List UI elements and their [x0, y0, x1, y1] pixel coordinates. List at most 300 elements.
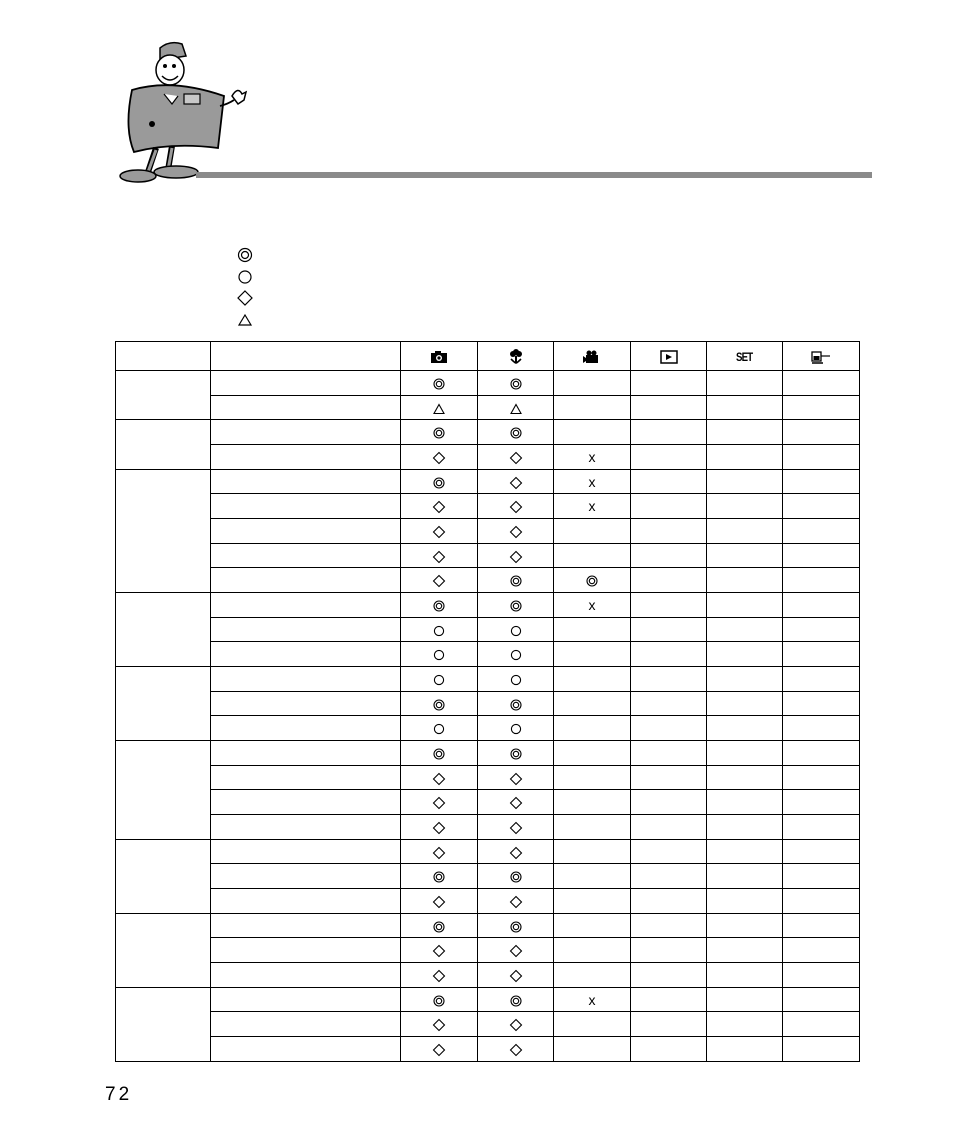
function-cell — [211, 642, 401, 667]
circle-icon — [509, 624, 523, 638]
mode-cell — [707, 889, 783, 914]
table-row — [116, 1037, 860, 1062]
mode-cell — [401, 963, 478, 988]
mode-cell — [401, 420, 478, 445]
menu-group-cell — [116, 371, 211, 420]
mode-cell — [707, 716, 783, 741]
header-set-mode — [707, 342, 783, 371]
mode-cell — [783, 963, 860, 988]
diamond-icon — [509, 1043, 523, 1057]
function-cell — [211, 593, 401, 618]
mode-cell — [554, 987, 631, 1012]
x-mark: x — [588, 596, 596, 613]
triangle-icon — [432, 402, 446, 416]
mode-cell — [478, 790, 554, 815]
mode-cell — [478, 1037, 554, 1062]
diamond-icon — [432, 525, 446, 539]
diamond-icon — [432, 969, 446, 983]
mode-cell — [783, 593, 860, 618]
diamond-icon — [509, 451, 523, 465]
mode-cell — [554, 1012, 631, 1037]
diamond-icon — [432, 796, 446, 810]
circle-icon — [509, 648, 523, 662]
table-row — [116, 790, 860, 815]
mode-cell — [631, 815, 707, 840]
mode-cell — [631, 889, 707, 914]
mode-cell — [478, 987, 554, 1012]
mode-cell — [707, 963, 783, 988]
mode-cell — [554, 519, 631, 544]
mode-cell — [707, 543, 783, 568]
mode-cell — [554, 667, 631, 692]
circle-icon — [432, 673, 446, 687]
function-cell — [211, 765, 401, 790]
table-row — [116, 420, 860, 445]
mode-cell — [401, 593, 478, 618]
diamond-icon — [509, 944, 523, 958]
menu-group-cell — [116, 913, 211, 987]
mode-cell — [631, 987, 707, 1012]
legend-triangle-icon — [236, 311, 254, 329]
mode-cell — [631, 519, 707, 544]
double-circle-icon — [432, 870, 446, 884]
diamond-icon — [432, 1018, 446, 1032]
double-circle-icon — [432, 747, 446, 761]
mode-cell — [783, 765, 860, 790]
mode-cell — [707, 938, 783, 963]
camera-mascot-illustration — [112, 38, 252, 186]
diamond-icon — [509, 525, 523, 539]
table-row — [116, 1012, 860, 1037]
table-row — [116, 963, 860, 988]
mode-cell — [631, 568, 707, 593]
mode-cell — [401, 568, 478, 593]
mode-cell — [783, 691, 860, 716]
x-mark: x — [588, 448, 596, 465]
mode-cell — [707, 741, 783, 766]
menu-group-cell — [116, 987, 211, 1061]
mode-cell — [401, 371, 478, 396]
table-row — [116, 987, 860, 1012]
set-icon: SET — [736, 350, 753, 365]
diamond-icon — [432, 846, 446, 860]
mode-cell — [554, 494, 631, 519]
header-play-mode — [631, 342, 707, 371]
mode-cell — [401, 790, 478, 815]
mode-cell — [478, 691, 554, 716]
triangle-icon — [509, 402, 523, 416]
mode-cell — [631, 691, 707, 716]
mode-cell — [783, 667, 860, 692]
header-pc-mode — [783, 342, 860, 371]
double-circle-icon — [509, 377, 523, 391]
mode-cell — [554, 815, 631, 840]
legend-circle-icon — [236, 268, 254, 286]
mode-cell — [707, 790, 783, 815]
table-row — [116, 815, 860, 840]
mode-cell — [401, 667, 478, 692]
mode-cell — [707, 864, 783, 889]
mode-cell — [631, 642, 707, 667]
mode-cell — [401, 469, 478, 494]
function-cell — [211, 617, 401, 642]
mode-cell — [631, 543, 707, 568]
circle-icon — [432, 722, 446, 736]
mode-cell — [401, 494, 478, 519]
diamond-icon — [509, 476, 523, 490]
mode-cell — [631, 913, 707, 938]
header-menu-cell — [116, 342, 211, 371]
double-circle-icon — [585, 574, 599, 588]
mode-cell — [478, 543, 554, 568]
mode-cell — [401, 395, 478, 420]
table-row — [116, 543, 860, 568]
mode-cell — [707, 469, 783, 494]
function-mode-table — [115, 341, 860, 1062]
mode-cell — [631, 395, 707, 420]
mode-cell — [783, 864, 860, 889]
mode-cell — [478, 371, 554, 396]
double-circle-icon — [509, 426, 523, 440]
mode-cell — [554, 913, 631, 938]
mode-cell — [401, 765, 478, 790]
camera-icon — [430, 350, 448, 364]
mode-cell — [707, 642, 783, 667]
function-cell — [211, 1012, 401, 1037]
table-row — [116, 371, 860, 396]
mode-cell — [783, 938, 860, 963]
mode-cell — [478, 593, 554, 618]
diamond-icon — [432, 500, 446, 514]
header-movie-mode — [554, 342, 631, 371]
diamond-icon — [509, 969, 523, 983]
function-cell — [211, 1037, 401, 1062]
mode-cell — [401, 913, 478, 938]
mode-cell — [783, 790, 860, 815]
mode-cell — [554, 741, 631, 766]
menu-group-cell — [116, 667, 211, 741]
double-circle-icon — [509, 920, 523, 934]
diamond-icon — [509, 846, 523, 860]
play-icon — [660, 350, 678, 364]
mode-cell — [631, 963, 707, 988]
header-camera-mode — [401, 342, 478, 371]
table-row — [116, 568, 860, 593]
diamond-icon — [432, 772, 446, 786]
mode-cell — [783, 519, 860, 544]
table-row — [116, 839, 860, 864]
table-row — [116, 494, 860, 519]
mode-cell — [401, 741, 478, 766]
function-cell — [211, 691, 401, 716]
mode-cell — [554, 617, 631, 642]
mode-cell — [783, 716, 860, 741]
mode-cell — [554, 839, 631, 864]
mode-cell — [401, 617, 478, 642]
mode-cell — [401, 1012, 478, 1037]
mode-cell — [554, 642, 631, 667]
mode-cell — [554, 889, 631, 914]
double-circle-icon — [509, 698, 523, 712]
mode-cell — [631, 420, 707, 445]
mode-cell — [478, 839, 554, 864]
table-row — [116, 519, 860, 544]
mode-cell — [554, 395, 631, 420]
mode-cell — [554, 691, 631, 716]
mode-cell — [707, 568, 783, 593]
mode-cell — [707, 815, 783, 840]
mode-cell — [478, 494, 554, 519]
mode-cell — [631, 494, 707, 519]
mode-cell — [783, 617, 860, 642]
table-row — [116, 617, 860, 642]
mode-cell — [478, 469, 554, 494]
diamond-icon — [509, 895, 523, 909]
table-row — [116, 469, 860, 494]
mode-cell — [631, 741, 707, 766]
mode-cell — [783, 494, 860, 519]
menu-group-cell — [116, 593, 211, 667]
mode-cell — [783, 839, 860, 864]
mode-cell — [554, 716, 631, 741]
mode-cell — [401, 691, 478, 716]
mode-cell — [783, 568, 860, 593]
mode-cell — [478, 716, 554, 741]
diamond-icon — [432, 944, 446, 958]
table-row — [116, 716, 860, 741]
function-cell — [211, 395, 401, 420]
movie-icon — [582, 350, 602, 364]
diamond-icon — [509, 1018, 523, 1032]
pc-connect-icon — [811, 350, 831, 364]
mode-cell — [554, 445, 631, 470]
diamond-icon — [509, 550, 523, 564]
macro-icon — [509, 349, 523, 365]
mode-cell — [707, 593, 783, 618]
mode-cell — [401, 839, 478, 864]
mode-cell — [707, 987, 783, 1012]
function-cell — [211, 790, 401, 815]
function-cell — [211, 494, 401, 519]
function-cell — [211, 568, 401, 593]
mode-cell — [783, 741, 860, 766]
table-row — [116, 938, 860, 963]
function-cell — [211, 889, 401, 914]
circle-icon — [509, 722, 523, 736]
mode-cell — [401, 864, 478, 889]
double-circle-icon — [509, 574, 523, 588]
circle-icon — [432, 648, 446, 662]
mode-cell — [401, 987, 478, 1012]
mode-cell — [478, 420, 554, 445]
mode-cell — [707, 494, 783, 519]
double-circle-icon — [509, 870, 523, 884]
function-cell — [211, 839, 401, 864]
mode-cell — [478, 667, 554, 692]
function-cell — [211, 420, 401, 445]
mode-cell — [631, 617, 707, 642]
mode-cell — [554, 864, 631, 889]
mode-cell — [554, 543, 631, 568]
mode-cell — [478, 568, 554, 593]
mode-cell — [707, 617, 783, 642]
diamond-icon — [432, 574, 446, 588]
mode-cell — [478, 642, 554, 667]
mode-cell — [478, 913, 554, 938]
function-cell — [211, 938, 401, 963]
mode-cell — [554, 938, 631, 963]
mode-cell — [478, 1012, 554, 1037]
table-row — [116, 593, 860, 618]
function-cell — [211, 371, 401, 396]
mode-cell — [631, 839, 707, 864]
mode-cell — [401, 642, 478, 667]
x-mark: x — [588, 473, 596, 490]
function-cell — [211, 741, 401, 766]
mode-cell — [554, 420, 631, 445]
mode-cell — [707, 445, 783, 470]
mode-cell — [554, 963, 631, 988]
x-mark: x — [588, 991, 596, 1008]
mode-cell — [554, 371, 631, 396]
circle-icon — [432, 624, 446, 638]
mode-cell — [401, 519, 478, 544]
mode-cell — [783, 1037, 860, 1062]
mode-cell — [631, 445, 707, 470]
header-function-cell — [211, 342, 401, 371]
mode-cell — [783, 889, 860, 914]
function-cell — [211, 913, 401, 938]
function-cell — [211, 667, 401, 692]
menu-group-cell — [116, 741, 211, 840]
table-row — [116, 667, 860, 692]
table-row — [116, 864, 860, 889]
mode-cell — [478, 765, 554, 790]
mode-cell — [631, 765, 707, 790]
mode-cell — [707, 1012, 783, 1037]
table-header-row — [116, 342, 860, 371]
mode-cell — [707, 691, 783, 716]
header-macro-mode — [478, 342, 554, 371]
function-cell — [211, 445, 401, 470]
diamond-icon — [509, 796, 523, 810]
diamond-icon — [432, 1043, 446, 1057]
mode-cell — [707, 913, 783, 938]
mode-cell — [783, 543, 860, 568]
mode-cell — [783, 420, 860, 445]
mode-cell — [478, 889, 554, 914]
mode-cell — [631, 1037, 707, 1062]
menu-group-cell — [116, 469, 211, 592]
table-row — [116, 889, 860, 914]
diamond-icon — [509, 821, 523, 835]
double-circle-icon — [432, 476, 446, 490]
diamond-icon — [432, 895, 446, 909]
mode-cell — [707, 519, 783, 544]
mode-cell — [707, 765, 783, 790]
mode-cell — [478, 617, 554, 642]
function-cell — [211, 815, 401, 840]
diamond-icon — [432, 451, 446, 465]
double-circle-icon — [509, 599, 523, 613]
mode-cell — [478, 395, 554, 420]
mode-cell — [401, 445, 478, 470]
mode-cell — [631, 790, 707, 815]
mode-cell — [707, 371, 783, 396]
function-cell — [211, 864, 401, 889]
function-cell — [211, 716, 401, 741]
mode-cell — [401, 889, 478, 914]
mode-cell — [478, 519, 554, 544]
double-circle-icon — [432, 698, 446, 712]
mode-cell — [631, 371, 707, 396]
mode-cell — [783, 371, 860, 396]
menu-group-cell — [116, 420, 211, 469]
header-rule — [196, 172, 872, 178]
mode-cell — [554, 593, 631, 618]
legend — [236, 246, 256, 332]
mode-cell — [554, 469, 631, 494]
mode-cell — [783, 445, 860, 470]
table-row — [116, 691, 860, 716]
mode-cell — [554, 790, 631, 815]
table-row — [116, 765, 860, 790]
table-row — [116, 642, 860, 667]
function-cell — [211, 963, 401, 988]
function-cell — [211, 543, 401, 568]
mode-cell — [631, 1012, 707, 1037]
mode-cell — [478, 815, 554, 840]
double-circle-icon — [432, 426, 446, 440]
diamond-icon — [432, 550, 446, 564]
diamond-icon — [509, 772, 523, 786]
mode-cell — [478, 445, 554, 470]
mode-cell — [631, 469, 707, 494]
mode-cell — [401, 815, 478, 840]
mode-cell — [401, 1037, 478, 1062]
double-circle-icon — [432, 920, 446, 934]
mode-cell — [554, 1037, 631, 1062]
double-circle-icon — [432, 377, 446, 391]
table-row — [116, 445, 860, 470]
function-cell — [211, 469, 401, 494]
function-cell — [211, 987, 401, 1012]
mode-cell — [401, 716, 478, 741]
legend-diamond-icon — [236, 289, 254, 307]
legend-double-circle-icon — [236, 246, 254, 264]
mode-cell — [783, 1012, 860, 1037]
mode-cell — [478, 938, 554, 963]
mode-cell — [707, 1037, 783, 1062]
menu-group-cell — [116, 839, 211, 913]
mode-cell — [783, 913, 860, 938]
page-number: 72 — [105, 1084, 133, 1105]
mode-cell — [707, 667, 783, 692]
mode-cell — [631, 864, 707, 889]
mode-cell — [401, 543, 478, 568]
double-circle-icon — [509, 994, 523, 1008]
mode-cell — [631, 938, 707, 963]
mode-cell — [631, 667, 707, 692]
mode-cell — [631, 593, 707, 618]
mode-cell — [631, 716, 707, 741]
diamond-icon — [432, 821, 446, 835]
double-circle-icon — [432, 599, 446, 613]
diamond-icon — [509, 500, 523, 514]
mode-cell — [783, 469, 860, 494]
mode-cell — [478, 741, 554, 766]
double-circle-icon — [432, 994, 446, 1008]
